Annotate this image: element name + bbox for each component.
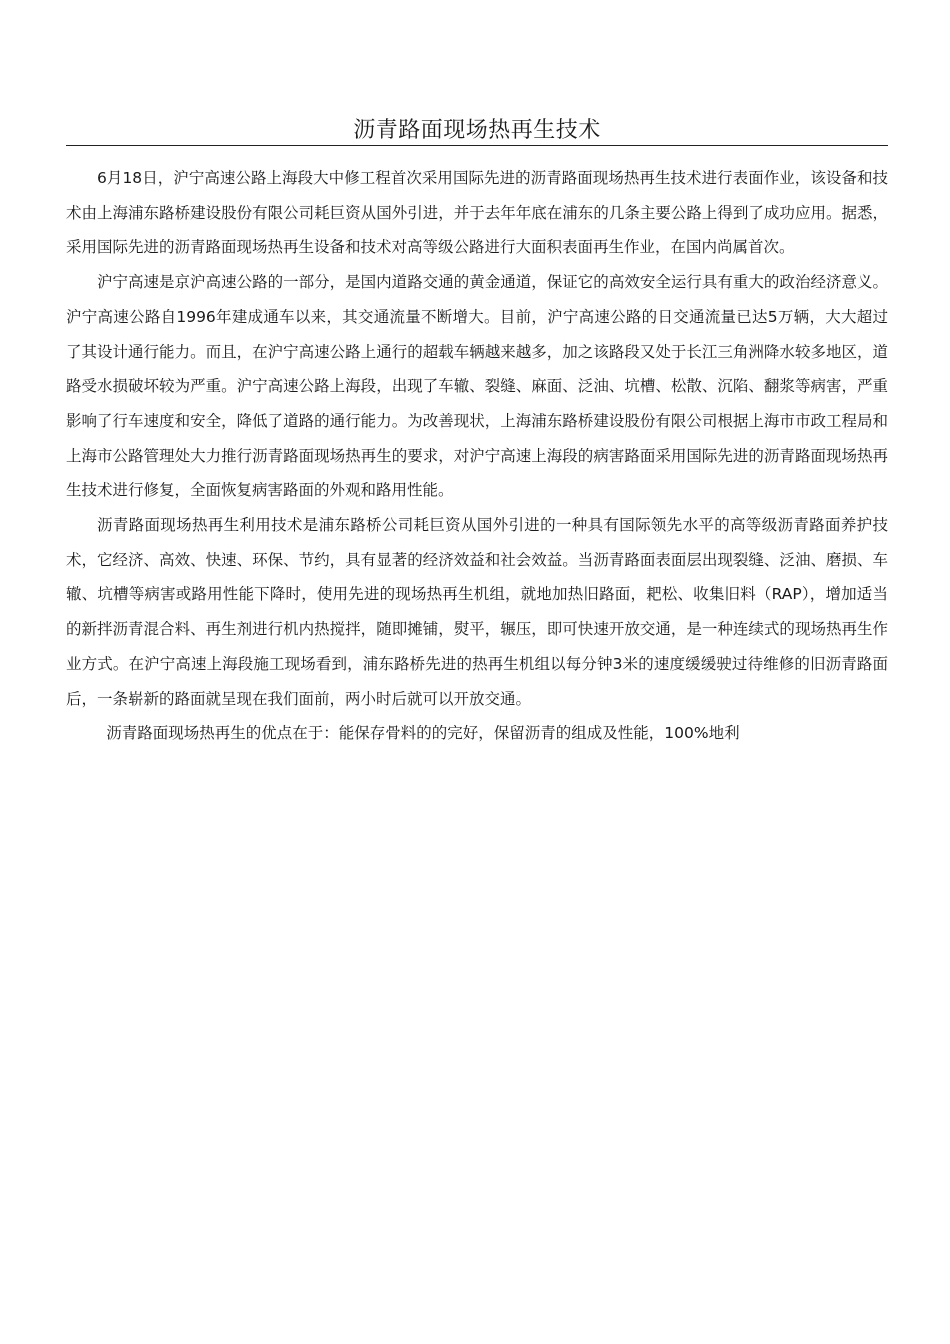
paragraph-1: 6月18日，沪宁高速公路上海段大中修工程首次采用国际先进的沥青路面现场热再生技术进行表面作业，该设备和技术由上海浦东路桥建设股份有限公司耗巨资从国外引进，并于去年年底在浦东的几条主要公路上得到了成功应用。据悉，采用国际先进的沥青路面现场热再生设备和技术对高等级公路进行大面积表面再生作业，在国内尚属首次。 — [66, 169, 888, 257]
title-underline — [66, 145, 888, 146]
paragraph-2: 沪宁高速是京沪高速公路的一部分，是国内道路交通的黄金通道，保证它的高效安全运行具有重大的政治经济意义。沪宁高速公路自1996年建成通车以来，其交通流量不断增大。目前，沪宁高速公路的日交通流量已达5万辆，大大超过了其设计通行能力。而且，在沪宁高速公路上通行的超载车辆越来越多，加之该路段又处于长江三角洲降水较多地区，道路受水损破坏较为严重。沪宁高速公路上海段，出现了车辙、裂缝、麻面、泛油、坑槽、松散、沉陷、翻浆等病害，严重影响了行车速度和安全，降低了道路的通行能力。为改善现状，上海浦东路桥建设股份有限公司根据上海市市政工程局和上海市公路管理处大力推行沥青路面现场热再生的要求，对沪宁高速上海段的病害路面采用国际先进的沥青路面现场热再生技术进行修复，全面恢复病害路面的外观和路用性能。 — [66, 273, 888, 500]
document-body — [66, 161, 888, 751]
paragraph-4: 沥青路面现场热再生的优点在于：能保存骨料的的完好，保留沥青的组成及性能，100%地利 — [106, 724, 740, 743]
document-title: 沥青路面现场热再生技术 — [353, 118, 601, 143]
paragraph-3: 沥青路面现场热再生利用技术是浦东路桥公司耗巨资从国外引进的一种具有国际领先水平的高等级沥青路面养护技术，它经济、高效、快速、环保、节约，具有显著的经济效益和社会效益。当沥青路面表面层出现裂缝、泛油、磨损、车辙、坑槽等病害或路用性能下降时，使用先进的现场热再生机组，就地加热旧路面，耙松、收集旧料（RAP），增加适当的新拌沥青混合料、再生剂进行机内热搅拌，随即摊铺，熨平，辗压，即可快速开放交通，是一种连续式的现场热再生作业方式。在沪宁高速上海段施工现场看到，浦东路桥先进的热再生机组以每分钟3米的速度缓缓驶过待维修的旧沥青路面后，一条崭新的路面就呈现在我们面前，两小时后就可以开放交通。 — [66, 516, 888, 708]
